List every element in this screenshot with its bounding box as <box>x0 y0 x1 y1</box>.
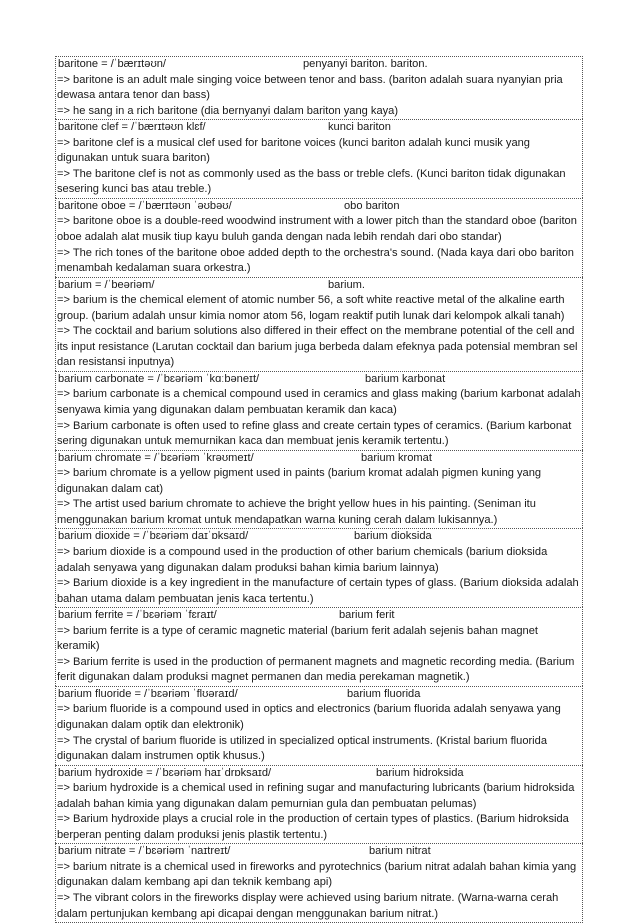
dictionary-page <box>55 56 583 923</box>
example: => Barium hydroxide plays a crucial role in the production of certain types of plastics. (Barium hidroksida berperan penting dalam produksi jenis plastik tertentu.) <box>57 813 569 841</box>
translation: penyanyi bariton. bariton. <box>303 58 428 70</box>
translation: barium dioksida <box>354 530 432 543</box>
entry-barium-ferrite <box>55 607 583 686</box>
headword: barium nitrate = /ˈbɛəriəm ˈnaɪtreɪt/ <box>58 845 231 858</box>
example: => The baritone clef is not as commonly used as the bass or treble clefs. (Kunci bariton tidak digunakan sesering kunci bas atau treble.) <box>57 167 566 196</box>
translation: barium nitrat <box>369 845 431 858</box>
headword: barium carbonate = /ˈbɛəriəm ˈkɑːbəneɪt/ <box>58 372 260 385</box>
definition: => baritone oboe is a double-reed woodwind instrument with a lower pitch than the standard oboe (bariton oboe adalah alat musik tiup kayu buluh ganda dengan nada lebih rendah dari obo standar) <box>57 215 577 244</box>
definition: => baritone clef is a musical clef used for baritone voices (kunci bariton adalah kunci musik yang digunakan untuk suara bariton) <box>57 136 530 165</box>
headword: baritone oboe = /ˈbærɪtəʊn ˈəʊbəʊ/ <box>58 199 232 212</box>
headword: barium ferrite = /ˈbɛəriəm ˈfɛraɪt/ <box>58 609 217 622</box>
headword: barium chromate = /ˈbɛəriəm ˈkrəʊmeɪt/ <box>58 451 254 464</box>
definition: => barium carbonate is a chemical compound used in ceramics and glass making (barium karbonat adalah senyawa kimia yang digunakan dalam pembuatan keramik dan kaca) <box>57 388 581 417</box>
translation: barium ferit <box>339 609 395 622</box>
entry-barium-carbonate <box>55 371 583 450</box>
entry-barium-fluoride <box>55 686 583 765</box>
translation: barium hidroksida <box>376 766 464 779</box>
headword: barium dioxide = /ˈbɛəriəm daɪˈɒksaɪd/ <box>58 530 249 543</box>
definition: => barium hydroxide is a chemical used in refining sugar and manufacturing lubricants (barium hidroksida adalah bahan kimia yang digunakan dalam pemurnian gula dan pembuatan pelumas) <box>57 782 575 810</box>
headword: barium = /ˈbeəriəm/ <box>58 278 155 291</box>
entry-barium <box>55 277 583 371</box>
example: => The cocktail and barium solutions also differed in their effect on the membrane potential of the cell and its input resistance (Larutan cocktail dan barium juga berbeda dalam efeknya pada potensial membran sel dan resistansi inputnya) <box>57 325 578 369</box>
definition: => barium is the chemical element of atomic number 56, a soft white reactive metal of the alkaline earth group. (barium adalah unsur kimia nomor atom 56, logam reaktif putih lunak dari kelompok alkali tanah) <box>57 294 565 322</box>
headword: baritone = /ˈbærɪtəʊn/ <box>58 58 166 70</box>
entry-baritone-oboe <box>55 198 583 277</box>
entry-barium-nitrate <box>55 843 583 923</box>
translation: kunci bariton <box>328 121 391 134</box>
entry-barium-dioxide <box>55 528 583 607</box>
definition: => barium ferrite is a type of ceramic magnetic material (barium ferit adalah sejenis bahan magnet keramik) <box>57 624 538 653</box>
entry-baritone-clef <box>55 119 583 198</box>
example: => Barium carbonate is often used to refine glass and create certain types of ceramics. (Barium karbonat sering digunakan untuk memurnikan kaca dan membuat jenis keramik tertentu.) <box>57 419 572 448</box>
translation: barium. <box>328 278 365 291</box>
headword: barium hydroxide = /ˈbɛəriəm haɪˈdrɒksaɪd/ <box>58 766 272 779</box>
entry-baritone <box>55 56 583 119</box>
example: => The rich tones of the baritone oboe added depth to the orchestra's sound. (Nada kaya dari obo bariton menambah kedalaman suara orkestra.) <box>57 246 574 275</box>
translation: barium karbonat <box>365 372 446 385</box>
example: => Barium ferrite is used in the production of permanent magnets and magnetic recording media. (Barium ferit digunakan dalam produksi magnet permanen dan media perekaman magnetik.) <box>57 655 575 684</box>
definition: => barium dioxide is a compound used in the production of other barium chemicals (barium dioksida adalah senyawa yang digunakan dalam produksi bahan kimia barium lainnya) <box>57 545 548 574</box>
headword: baritone clef = /ˈbærɪtəʊn klɛf/ <box>58 121 206 134</box>
definition: => barium chromate is a yellow pigment used in paints (barium kromat adalah pigmen kuning yang digunakan dalam cat) <box>57 467 542 495</box>
example: => The vibrant colors in the fireworks display were achieved using barium nitrate. (Warna-warna cerah dalam pertunjukan kembang api dicapai dengan menggunakan barium nitrat.) <box>57 891 559 920</box>
translation: obo bariton <box>344 199 400 212</box>
translation: barium kromat <box>361 451 432 464</box>
example: => he sang in a rich baritone (dia bernyanyi dalam bariton yang kaya) <box>57 104 399 117</box>
definition: => baritone is an adult male singing voice between tenor and bass. (bariton adalah suara nyanyian pria dewasa antara tenor dan bass) <box>57 73 563 102</box>
example: => The crystal of barium fluoride is utilized in specialized optical instruments. (Kristal barium fluorida digunakan dalam instrumen optik khusus.) <box>57 734 547 763</box>
translation: barium fluorida <box>347 687 421 700</box>
definition: => barium fluoride is a compound used in optics and electronics (barium fluorida adalah senyawa yang digunakan dalam optik dan elektronik) <box>57 703 561 731</box>
entry-barium-hydroxide <box>55 765 583 844</box>
example: => Barium dioxide is a key ingredient in the manufacture of certain types of glass. (Barium dioksida adalah bahan utama dalam pembuatan jenis kaca tertentu.) <box>57 577 579 605</box>
headword: barium fluoride = /ˈbɛəriəm ˈflʊəraɪd/ <box>58 687 238 700</box>
example: => The artist used barium chromate to achieve the bright yellow hues in his painting. (Seniman itu menggunakan barium kromat untuk mendapatkan warna kuning cerah dalam lukisannya.) <box>57 498 536 526</box>
entry-barium-chromate <box>55 450 583 529</box>
definition: => barium nitrate is a chemical used in fireworks and pyrotechnics (barium nitrat adalah bahan kimia yang digunakan dalam kembang api dan teknik kembang api) <box>57 860 577 889</box>
